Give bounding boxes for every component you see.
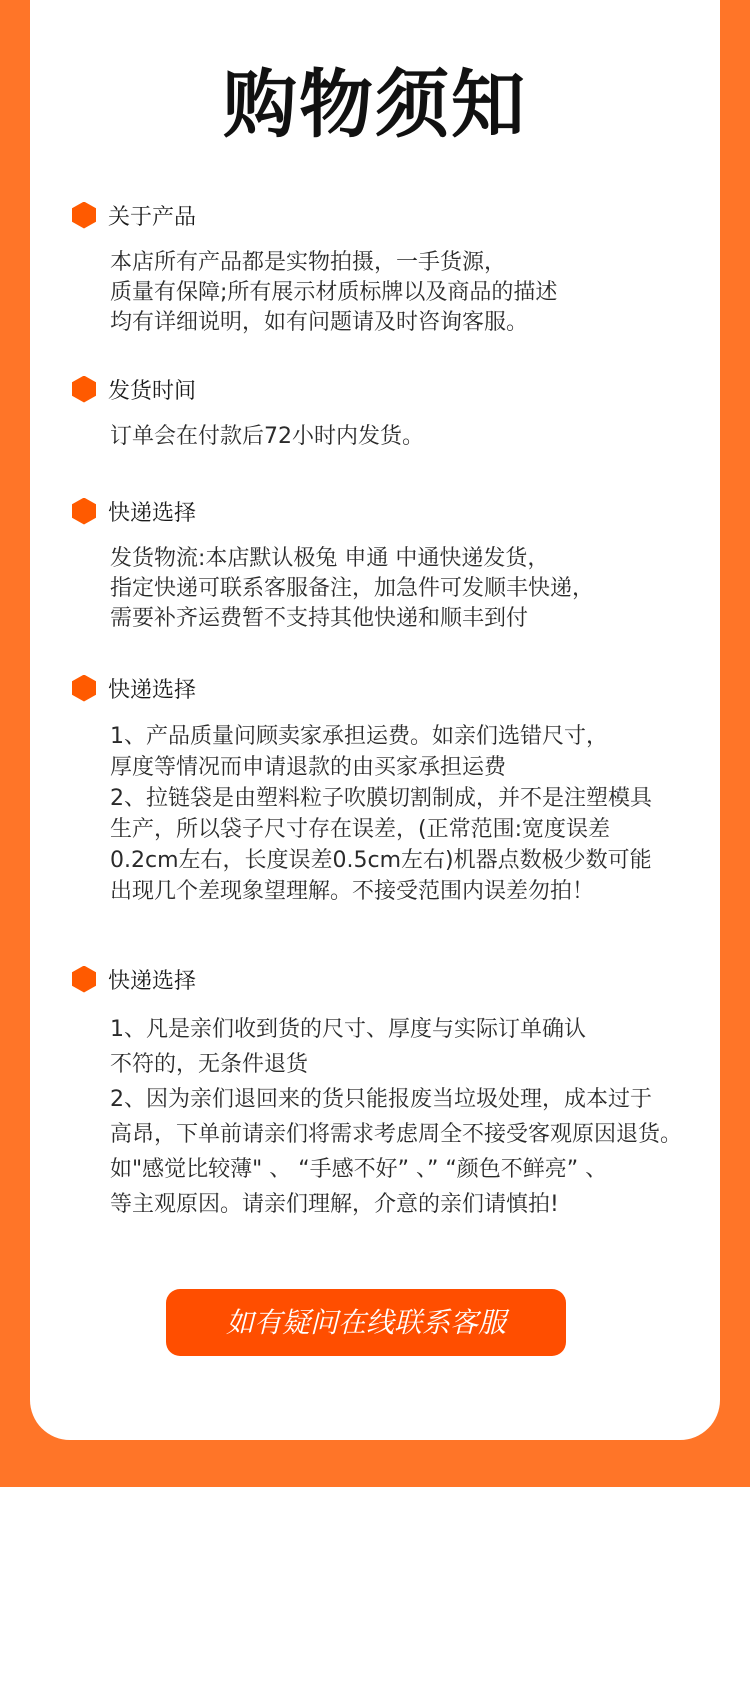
text-line: 出现几个差现象望理解。不接受范围内误差勿拍！ xyxy=(110,879,595,904)
text-line: 等主观原因。请亲们理解，介意的亲们请慎拍! xyxy=(110,1192,559,1217)
hexagon-bullet-icon xyxy=(72,675,96,702)
text-line: 如"感觉比较薄" 、 “手感不好” 、” “颜色不鲜亮” 、 xyxy=(110,1157,608,1182)
text-line: 0.2cm左右，长度误差0.5cm左右)机器点数极少数可能 xyxy=(110,848,652,873)
section-header xyxy=(72,671,732,705)
text-line: 厚度等情况而申请退款的由买家承担运费 xyxy=(110,755,507,780)
text-line: 生产，所以袋子尺寸存在误差，(正常范围:宽度误差 xyxy=(110,817,610,842)
section-body xyxy=(110,422,732,452)
section-title: 关于产品 xyxy=(108,204,197,230)
section-shipping-time xyxy=(72,372,732,452)
section-header xyxy=(72,372,732,406)
section-title: 快递选择 xyxy=(108,677,197,703)
section-title: 发货时间 xyxy=(108,378,197,404)
section-header xyxy=(72,962,732,996)
hexagon-bullet-icon xyxy=(72,498,96,525)
hexagon-bullet-icon xyxy=(72,966,96,993)
text-line: 均有详细说明，如有问题请及时咨询客服。 xyxy=(110,310,529,335)
text-line: 质量有保障;所有展示材质标牌以及商品的描述 xyxy=(110,280,558,305)
text-line: 1、凡是亲们收到货的尺寸、厚度与实际订单确认 xyxy=(110,1017,586,1042)
section-product xyxy=(72,198,732,338)
text-line: 2、拉链袋是由塑料粒子吹膜切割制成，并不是注塑模具 xyxy=(110,786,652,811)
section-freight-policy xyxy=(72,671,732,907)
text-line: 需要补齐运费暂不支持其他快递和顺丰到付 xyxy=(110,606,529,631)
hexagon-bullet-icon xyxy=(72,202,96,229)
page-title: 购物须知 xyxy=(223,62,527,148)
section-body xyxy=(110,1012,732,1222)
text-line: 2、因为亲们退回来的货只能报废当垃圾处理，成本过于 xyxy=(110,1087,652,1112)
section-header xyxy=(72,198,732,232)
section-return-policy xyxy=(72,962,732,1222)
text-line: 发货物流:本店默认极兔 申通 中通快递发货， xyxy=(110,546,550,571)
section-title: 快递选择 xyxy=(108,968,197,994)
text-line: 高昂，下单前请亲们将需求考虑周全不接受客观原因退货。 xyxy=(110,1122,683,1147)
section-header xyxy=(72,494,732,528)
hexagon-bullet-icon xyxy=(72,376,96,403)
contact-support-button[interactable]: 如有疑问在线联系客服 xyxy=(166,1289,566,1356)
section-courier-choice xyxy=(72,494,732,634)
section-body xyxy=(110,544,732,634)
section-body xyxy=(110,721,732,907)
text-line: 指定快递可联系客服备注，加急件可发顺丰快递， xyxy=(110,576,595,601)
section-title: 快递选择 xyxy=(108,500,197,526)
text-line: 不符的，无条件退货 xyxy=(110,1052,309,1077)
section-body xyxy=(110,248,732,338)
text-line: 本店所有产品都是实物拍摄，一手货源， xyxy=(110,250,507,275)
text-line: 1、产品质量问顾卖家承担运费。如亲们选错尺寸， xyxy=(110,724,608,749)
text-line: 订单会在付款后72小时内发货。 xyxy=(110,424,424,449)
